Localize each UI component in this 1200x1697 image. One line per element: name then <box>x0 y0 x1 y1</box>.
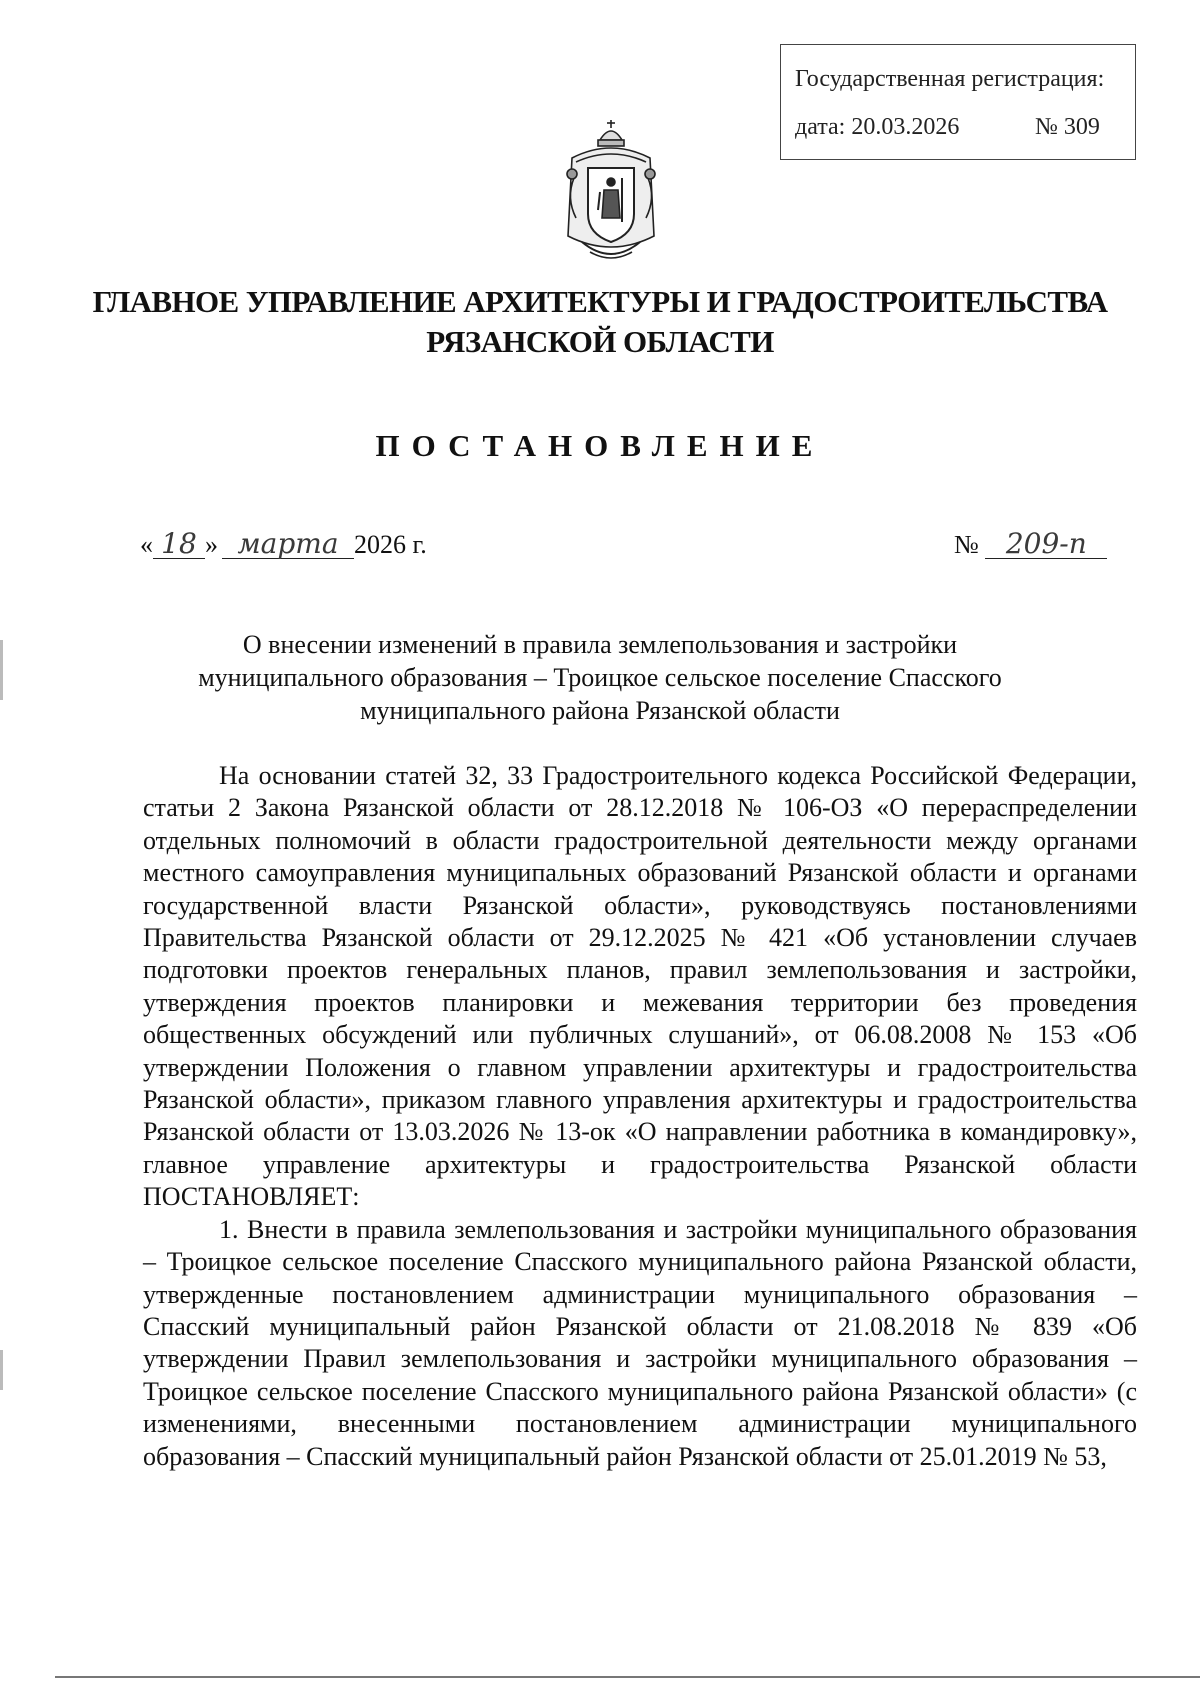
agency-name-line: ГЛАВНОЕ УПРАВЛЕНИЕ АРХИТЕКТУРЫ И ГРАДОСТРОИТЕЛЬСТВА <box>92 284 1108 319</box>
registration-number: № 309 <box>1035 114 1100 140</box>
scan-edge-mark <box>0 1350 3 1390</box>
subject-line: О внесении изменений в правила землепользования и застройки <box>242 630 958 659</box>
number-field <box>985 527 1107 560</box>
number-handwritten: 209-п <box>1005 527 1087 560</box>
ryazan-coat-of-arms-icon <box>562 118 660 268</box>
document-type: ПОСТАНОВЛЕНИЕ <box>375 428 825 463</box>
date-day-field <box>153 527 205 560</box>
scan-edge-mark <box>0 640 3 700</box>
date-open-quote: « <box>140 530 153 559</box>
registration-date: дата: 20.03.2026 <box>795 114 960 140</box>
agency-name-line: РЯЗАНСКОЙ ОБЛАСТИ <box>426 324 774 359</box>
body-paragraph: На основании статей 32, 33 Градостроительного кодекса Российской Федерации, статьи 2 Закона Рязанской области от 28.12.2018 № 106-ОЗ «О перераспределении отдельных полномочий в области градостроительной деятельности между органами местного самоуправления муниципальных образований Рязанской области и органами государственной власти Рязанской области», руководствуясь постановлениями Правительства Рязанской области от 29.12.2025 № 421 «Об установлении случаев подготовки проектов генеральных планов, правил землепользования и застройки, утверждения проектов планировки и межевания территории без проведения общественных обсуждений или публичных слушаний», от 06.08.2008 № 153 «Об утверждении Положения о главном управлении архитектуры и градостроительства Рязанской области», приказом главного управления архитектуры и градостроительства Рязанской области от 13.03.2026 № 13-ок «О направлении работника в командировку», главное управление архитектуры и градостроительства Рязанской области ПОСТАНОВЛЯЕТ: <box>143 761 1137 1212</box>
registration-title: Государственная регистрация: <box>795 66 1105 92</box>
body-paragraph: 1. Внести в правила землепользования и застройки муниципального образования – Троицкое сельское поселение Спасского муниципального района Рязанской области, утвержденные постановлением администрации муниципального образования – Спасский муниципальный район Рязанской области от 21.08.2018 № 839 «Об утверждении Правил землепользования и застройки муниципального образования – Троицкое сельское поселение Спасского муниципального района Рязанской области» (с изменениями, внесенными постановлением администрации муниципального образования – Спасский муниципальный район Рязанской области от 25.01.2019 № 53, <box>143 1214 1137 1471</box>
document-subject <box>140 628 1060 727</box>
date-month-field <box>222 527 354 560</box>
page-bottom-rule <box>55 1676 1200 1678</box>
date-close-quote: » <box>205 530 218 559</box>
number-prefix: № <box>954 530 979 559</box>
date-day-handwritten: 18 <box>161 527 197 560</box>
document-number <box>954 527 1107 560</box>
agency-name <box>90 282 1110 362</box>
registration-stamp <box>780 44 1136 160</box>
document-body <box>143 760 1137 1473</box>
subject-line: муниципального образования – Троицкое сельское поселение Спасского <box>198 663 1002 692</box>
subject-line: муниципального района Рязанской области <box>360 696 840 725</box>
date-year: 2026 г. <box>354 530 427 559</box>
date-month-handwritten: марта <box>237 527 339 560</box>
document-date <box>140 527 427 560</box>
